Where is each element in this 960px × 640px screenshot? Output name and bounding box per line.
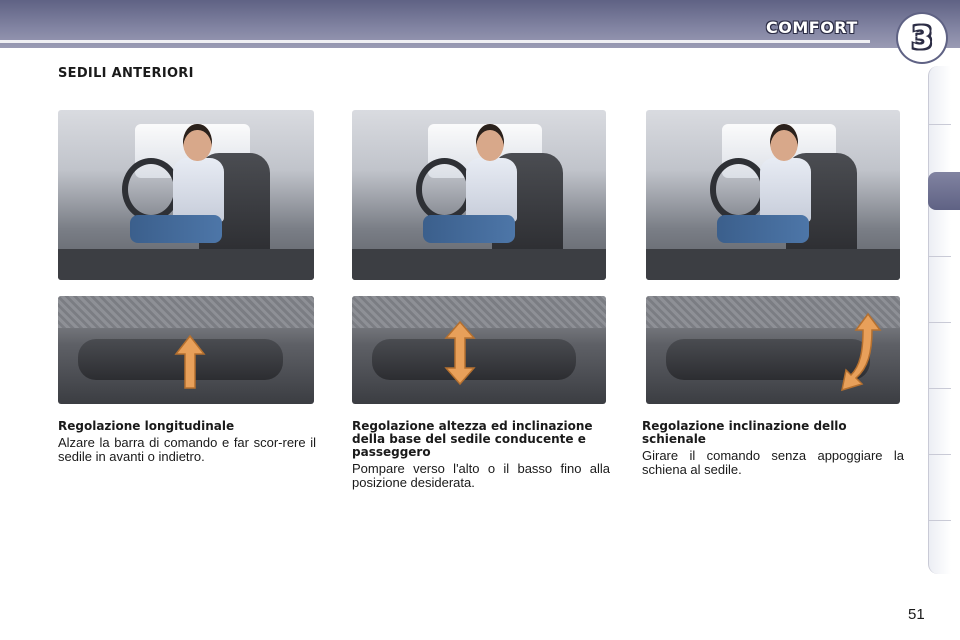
driver-torso [466, 158, 517, 223]
heading-longitudinal: Regolazione longitudinale [58, 419, 235, 433]
text-height: Pompare verso l'alto o il basso fino alla posizione desiderata. [352, 461, 610, 490]
page-number: 51 [908, 606, 925, 623]
seat-longitudinal-photo [58, 110, 314, 280]
tab-divider [929, 454, 951, 455]
seat-height-photo [352, 110, 606, 280]
steering-wheel [122, 158, 180, 221]
steering-wheel [710, 158, 768, 221]
header-rule [0, 40, 870, 43]
chapter-number: 3 [902, 18, 942, 58]
seatback-recline-photo [646, 110, 900, 280]
chapter-tab-active[interactable] [928, 172, 960, 210]
text-recline: Girare il comando senza appoggiare la schiena al sedile. [642, 448, 904, 477]
lift-arrow-icon [170, 332, 210, 392]
driver-torso [760, 158, 811, 223]
seat-bar-detail [58, 296, 314, 404]
rotate-arrow-icon [838, 312, 882, 392]
car-floor [352, 249, 606, 280]
tab-divider [929, 520, 951, 521]
steering-wheel [416, 158, 474, 221]
seat-knob-detail [646, 296, 900, 404]
driver-head [183, 124, 211, 161]
chapter-tab-strip [928, 66, 951, 574]
tab-divider [929, 256, 951, 257]
chapter-badge [898, 14, 946, 62]
car-floor [58, 249, 314, 280]
tab-divider [929, 322, 951, 323]
section-title: SEDILI ANTERIORI [58, 66, 194, 81]
car-floor [646, 249, 900, 280]
up-down-arrow-icon [440, 320, 480, 386]
tab-divider [929, 388, 951, 389]
text-longitudinal: Alzare la barra di comando e far scor-rere il sedile in avanti o indietro. [58, 435, 316, 464]
chapter-title: COMFORT [766, 18, 858, 37]
driver-legs [130, 215, 222, 242]
heading-recline: Regolazione inclinazione dello schienale [642, 419, 847, 446]
seat-fabric [58, 296, 314, 328]
driver-legs [423, 215, 514, 242]
driver-legs [717, 215, 808, 242]
seat-lever-detail [352, 296, 606, 404]
heading-height: Regolazione altezza ed inclinazione della base del sedile conducente e passeggero [352, 419, 593, 459]
driver-torso [173, 158, 224, 223]
tab-divider [929, 124, 951, 125]
